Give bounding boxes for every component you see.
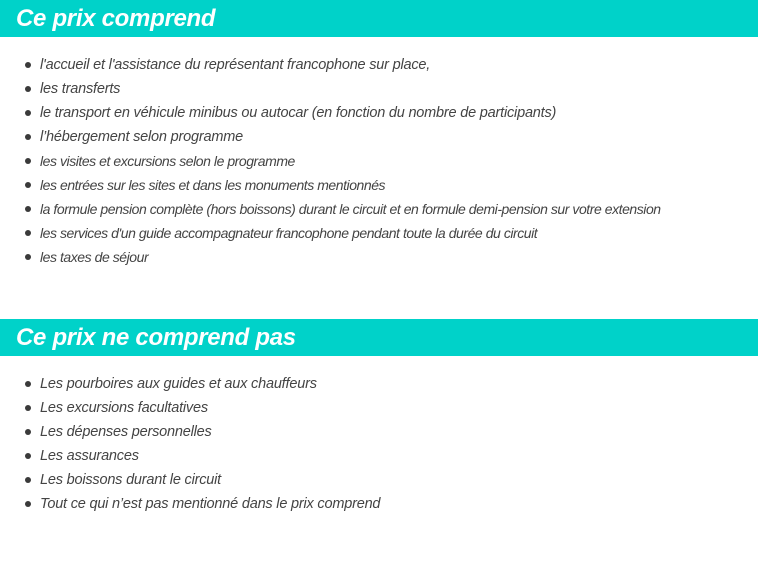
- bullet-icon: [25, 230, 31, 236]
- excludes-list: [0, 356, 758, 516]
- bullet-icon: [25, 110, 31, 116]
- bullet-icon: [25, 501, 31, 507]
- list-item: Les boissons durant le circuit: [0, 468, 758, 492]
- list-item: les transferts: [0, 77, 758, 101]
- list-item: l’hébergement selon programme: [0, 125, 758, 149]
- list-item: les visites et excursions selon le programme: [0, 149, 758, 173]
- price-excludes-section: [0, 319, 758, 516]
- bullet-icon: [25, 206, 31, 212]
- bullet-icon: [25, 62, 31, 68]
- list-item: les taxes de séjour: [0, 245, 758, 269]
- section-title-excludes: Ce prix ne comprend pas: [0, 319, 758, 356]
- bullet-icon: [25, 453, 31, 459]
- bullet-icon: [25, 381, 31, 387]
- bullet-icon: [25, 182, 31, 188]
- bullet-icon: [25, 477, 31, 483]
- bullet-icon: [25, 429, 31, 435]
- price-includes-section: [0, 0, 758, 269]
- list-item: Les excursions facultatives: [0, 396, 758, 420]
- bullet-icon: [25, 405, 31, 411]
- bullet-icon: [25, 254, 31, 260]
- list-item: Les pourboires aux guides et aux chauffeurs: [0, 372, 758, 396]
- includes-list: [0, 37, 758, 269]
- section-title-includes: Ce prix comprend: [0, 0, 758, 37]
- bullet-icon: [25, 134, 31, 140]
- list-item: l'accueil et l'assistance du représentant francophone sur place,: [0, 53, 758, 77]
- list-item: les entrées sur les sites et dans les monuments mentionnés: [0, 173, 758, 197]
- list-item: Les assurances: [0, 444, 758, 468]
- bullet-icon: [25, 86, 31, 92]
- list-item: Tout ce qui n’est pas mentionné dans le prix comprend: [0, 492, 758, 516]
- bullet-icon: [25, 158, 31, 164]
- list-item: le transport en véhicule minibus ou autocar (en fonction du nombre de participants): [0, 101, 758, 125]
- list-item: la formule pension complète (hors boissons) durant le circuit et en formule demi-pension sur votre extension: [0, 197, 758, 221]
- list-item: Les dépenses personnelles: [0, 420, 758, 444]
- list-item: les services d'un guide accompagnateur francophone pendant toute la durée du circuit: [0, 221, 758, 245]
